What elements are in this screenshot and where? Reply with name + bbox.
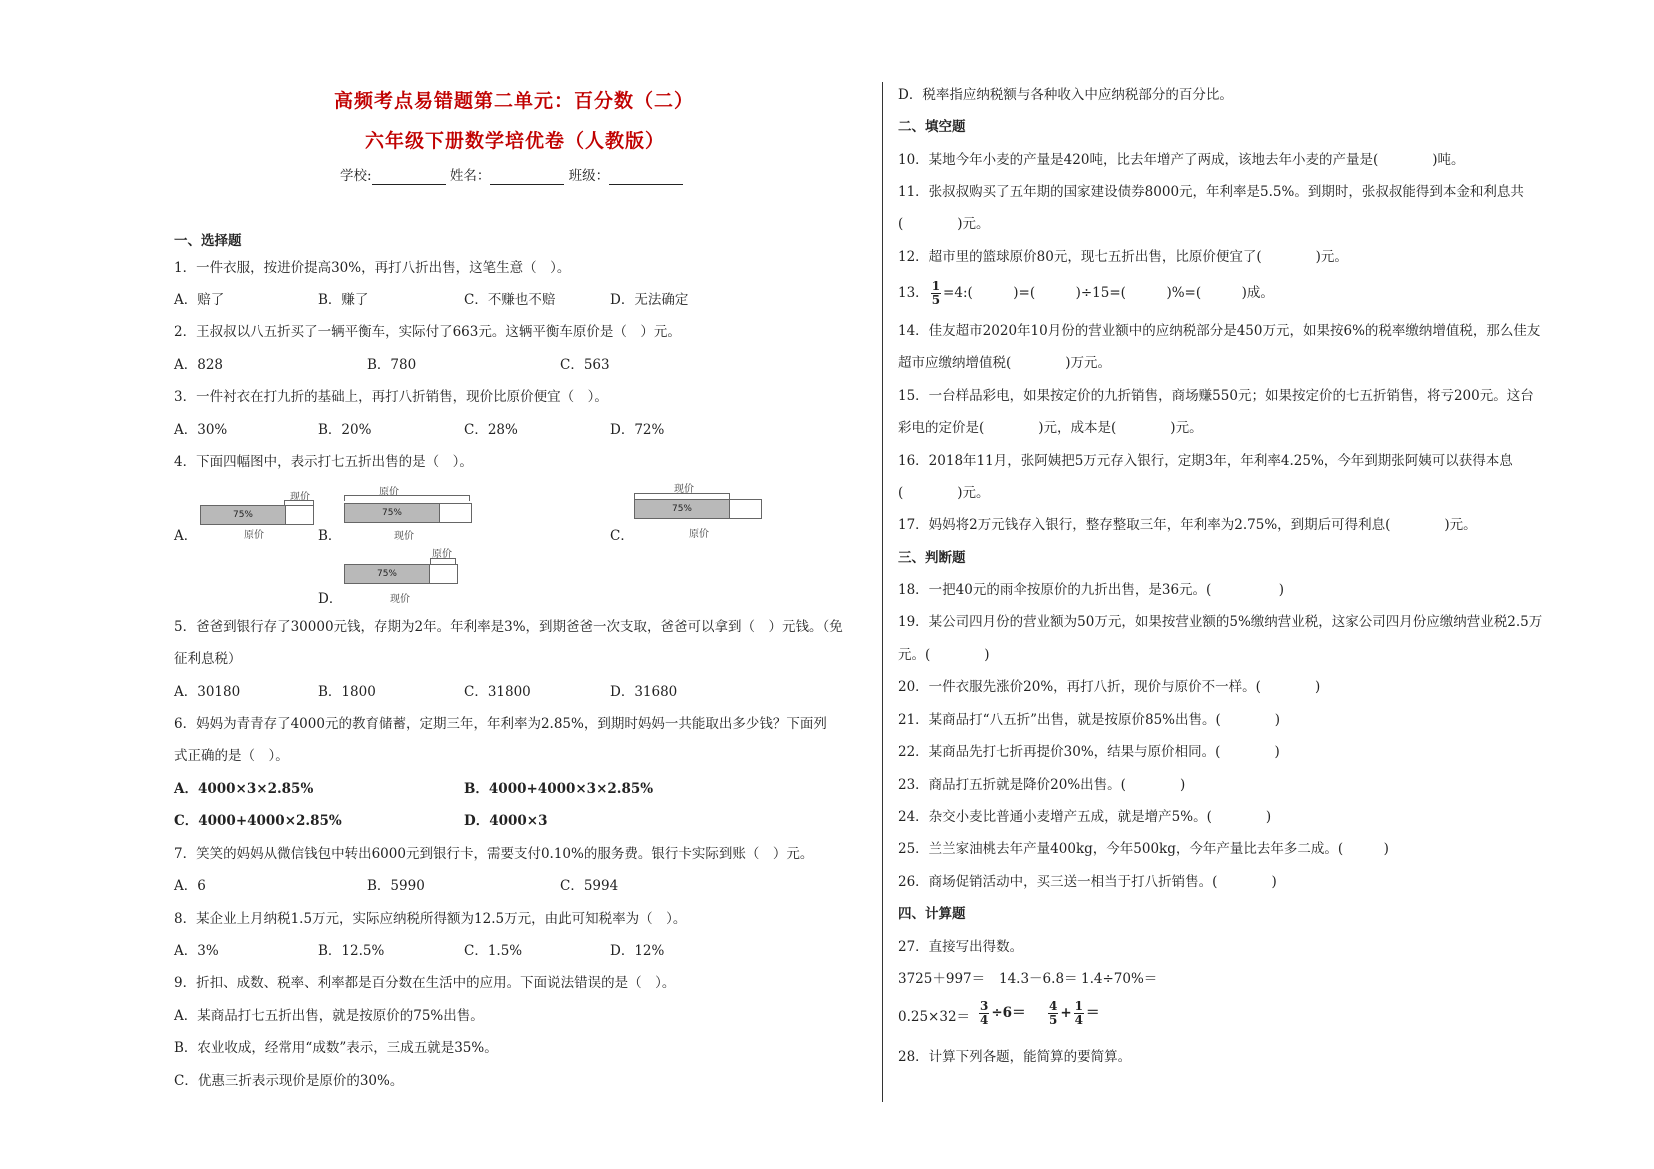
question-23: 23．商品打五折就是降价20%出售。( ) (898, 777, 1186, 793)
option-8b: B．12.5% (318, 943, 385, 959)
question-20: 20．一件衣服先涨价20%，再打八折，现价与原价不一样。( ) (898, 679, 1321, 695)
question-5-line-1: 5．爸爸到银行存了30000元钱，存期为2年。年利率是3%，到期爸爸一次支取，爸爸可以拿到（ ）元钱。（免 (174, 619, 843, 635)
option-8c: C．1.5% (464, 943, 523, 959)
section-heading-fill: 二、填空题 (898, 119, 966, 135)
option-1b: B．赚了 (318, 292, 369, 308)
bar-label-xianjia: 现价 (394, 531, 414, 542)
option-4c-label: C． (610, 528, 634, 544)
option-3d: D．72% (610, 422, 665, 438)
option-9c: C．优惠三折表示现价是原价的30%。 (174, 1073, 404, 1089)
question-9: 9．折扣、成数、税率、利率都是百分数在生活中的应用。下面说法错误的是（ ）。 (174, 975, 676, 991)
question-10: 10．某地今年小麦的产量是420吨，比去年增产了两成，该地去年小麦的产量是( )吨。 (898, 152, 1465, 168)
bar-label-xianjia: 现价 (674, 484, 694, 495)
bar-label-yuanjia: 原价 (689, 529, 709, 540)
option-4a-diagram (200, 488, 320, 540)
question-24: 24．杂交小麦比普通小麦增产五成，就是增产5%。( ) (898, 809, 1272, 825)
q13-fraction (931, 280, 941, 307)
option-1c: C．不赚也不赔 (464, 292, 556, 308)
calc-6-denominator-1: 5 (1049, 1013, 1058, 1027)
question-26: 26．商场促销活动中，买三送一相当于打八折销售。( ) (898, 874, 1277, 890)
option-4d-label: D． (318, 591, 343, 607)
question-25: 25．兰兰家油桃去年产量400kg，今年500kg，今年产量比去年多二成。( ) (898, 841, 1389, 857)
question-12: 12．超市里的篮球原价80元，现七五折出售，比原价便宜了( )元。 (898, 249, 1348, 265)
option-8a: A．3% (174, 943, 219, 959)
option-4c-diagram (634, 480, 774, 540)
section-heading-choice: 一、选择题 (174, 233, 242, 249)
calc-3: 1.4÷70%＝ (1081, 971, 1158, 987)
question-19-line-2: 元。( ) (898, 647, 990, 663)
option-6b: B．4000+4000×3×2.85% (464, 781, 654, 797)
bar-fill: 75% (201, 506, 286, 524)
option-1d: D．无法确定 (610, 292, 689, 308)
calc-5-numerator: 3 (980, 999, 989, 1013)
option-9a: A．某商品打七五折出售，就是按原价的75%出售。 (174, 1008, 484, 1024)
option-6a: A．4000×3×2.85% (174, 781, 314, 797)
calc-6-numerator-2: 1 (1074, 999, 1084, 1013)
calc-6 (1046, 1000, 1100, 1027)
section-heading-judge: 三、判断题 (898, 550, 966, 566)
calc-6-rest: ＝ (1086, 1005, 1100, 1021)
calc-6-plus: + (1060, 1005, 1072, 1021)
option-7c: C．5994 (560, 878, 619, 894)
calc-6-denominator-2: 4 (1074, 1013, 1084, 1027)
calc-5-rest: ÷6＝ (991, 1005, 1026, 1021)
question-6-line-2: 式正确的是（ ）。 (174, 748, 289, 764)
calc-5-fraction (979, 1000, 989, 1027)
option-3b: B．20% (318, 422, 372, 438)
title-line-1: 高频考点易错题第二单元：百分数（二） (334, 90, 695, 112)
question-11-line-2: ( )元。 (898, 216, 990, 232)
q13-prefix: 13． (898, 285, 929, 301)
bar-outer (344, 503, 472, 523)
question-14-line-2: 超市应缴纳增值税( )万元。 (898, 355, 1112, 371)
option-5d: D．31680 (610, 684, 678, 700)
bar-label-xianjia: 现价 (390, 594, 410, 605)
bar-outer (344, 564, 458, 584)
option-7b: B．5990 (367, 878, 425, 894)
calc-5-denominator: 4 (980, 1013, 989, 1027)
question-3: 3．一件衬衣在打九折的基础上，再打八折销售，现价比原价便宜（ ）。 (174, 389, 608, 405)
student-info (340, 167, 683, 185)
calc-2: 14.3－6.8＝ (999, 971, 1078, 987)
option-6d: D．4000×3 (464, 813, 548, 829)
calc-6-fraction-2 (1074, 1000, 1084, 1027)
question-27: 27．直接写出得数。 (898, 939, 1024, 955)
school-label: 学校: (340, 168, 372, 184)
bar-outer (634, 499, 762, 519)
name-label: 姓名： (449, 168, 491, 184)
option-2b: B．780 (367, 357, 417, 373)
option-3c: C．28% (464, 422, 518, 438)
q13-denominator: 5 (931, 293, 941, 307)
name-field[interactable] (490, 171, 564, 185)
question-11-line-1: 11．张叔叔购买了五年期的国家建设债券8000元，年利率是5.5%。到期时，张叔叔能得到本金和利息共 (898, 184, 1524, 200)
bar-label-yuanjia: 原价 (244, 530, 264, 541)
question-22: 22．某商品先打七折再提价30%，结果与原价相同。( ) (898, 744, 1280, 760)
bar-fill: 75% (345, 565, 430, 583)
question-13 (898, 280, 1274, 307)
school-field[interactable] (372, 171, 446, 185)
bar-outer (200, 505, 314, 525)
option-2c: C．563 (560, 357, 610, 373)
question-16-line-2: ( )元。 (898, 485, 990, 501)
bar-label-yuanjia: 原价 (379, 487, 399, 498)
bar-fill: 75% (635, 500, 730, 518)
question-14-line-1: 14．佳友超市2020年10月份的营业额中的应纳税部分是450万元，如果按6%的税率缴纳增值税，那么佳友 (898, 323, 1541, 339)
question-17: 17．妈妈将2万元钱存入银行，整存整取三年，年利率为2.75%，到期后可得利息( )元。 (898, 517, 1477, 533)
option-1a: A．赔了 (174, 292, 225, 308)
question-7: 7．笑笑的妈妈从微信钱包中转出6000元到银行卡，需要支付0.10%的服务费。银行卡实际到账（ ）元。 (174, 846, 814, 862)
option-5c: C．31800 (464, 684, 531, 700)
question-2: 2．王叔叔以八五折买了一辆平衡车，实际付了663元。这辆平衡车原价是（ ）元。 (174, 324, 681, 340)
option-4a-label: A． (174, 528, 198, 544)
question-5-line-2: 征利息税） (174, 651, 242, 667)
calc-6-numerator-1: 4 (1049, 999, 1058, 1013)
calc-6-fraction-1 (1048, 1000, 1058, 1027)
question-19-line-1: 19．某公司四月份的营业额为50万元，如果按营业额的5%缴纳营业税，这家公司四月份应缴纳营业税2.5万 (898, 614, 1543, 630)
bar-bracket (344, 495, 470, 501)
class-field[interactable] (609, 171, 683, 185)
question-6-line-1: 6．妈妈为青青存了4000元的教育储蓄，定期三年，年利率为2.85%，到期时妈妈一共能取出多少钱？下面列 (174, 716, 827, 732)
question-16-line-1: 16．2018年11月，张阿姨把5万元存入银行，定期3年，年利率4.25%，今年到期张阿姨可以获得本息 (898, 453, 1513, 469)
bar-label-xianjia: 现价 (290, 492, 310, 503)
bar-label-yuanjia: 原价 (432, 549, 452, 560)
option-8d: D．12% (610, 943, 665, 959)
q13-rest: =4:( )=( )÷15=( )%=( )成。 (943, 285, 1274, 301)
option-5a: A．30180 (174, 684, 241, 700)
section-heading-calc: 四、计算题 (898, 906, 966, 922)
option-4d-diagram (344, 545, 464, 605)
class-label: 班级： (568, 168, 610, 184)
question-15-line-2: 彩电的定价是( )元，成本是( )元。 (898, 420, 1203, 436)
calc-4: 0.25×32＝ (898, 1009, 971, 1025)
question-4: 4．下面四幅图中，表示打七五折出售的是（ ）。 (174, 454, 473, 470)
calc-5 (977, 1000, 1026, 1027)
question-18: 18．一把40元的雨伞按原价的九折出售，是36元。( ) (898, 582, 1285, 598)
question-15-line-1: 15．一台样品彩电，如果按定价的九折销售，商场赚550元；如果按定价的七五折销售，将亏200元。这台 (898, 388, 1534, 404)
calc-1: 3725＋997＝ (898, 971, 986, 987)
bar-fill: 75% (345, 504, 440, 522)
option-7a: A．6 (174, 878, 206, 894)
option-4b-label: B． (318, 528, 342, 544)
q13-numerator: 1 (931, 279, 941, 293)
column-divider (882, 82, 883, 1102)
question-1: 1．一件衣服，按进价提高30%，再打八折出售，这笔生意（ ）。 (174, 260, 571, 276)
option-3a: A．30% (174, 422, 228, 438)
option-6c: C．4000+4000×2.85% (174, 813, 342, 829)
question-8: 8．某企业上月纳税1.5万元，实际应纳税所得额为12.5万元，由此可知税率为（ ）。 (174, 911, 687, 927)
option-9d: D．税率指应纳税额与各种收入中应纳税部分的百分比。 (898, 87, 1233, 103)
option-2a: A．828 (174, 357, 224, 373)
title-line-2: 六年级下册数学培优卷（人教版） (365, 130, 666, 152)
option-9b: B．农业收成，经常用“成数”表示，三成五就是35%。 (174, 1040, 498, 1056)
question-28: 28．计算下列各题，能简算的要简算。 (898, 1049, 1132, 1065)
option-5b: B．1800 (318, 684, 376, 700)
question-21: 21．某商品打“八五折”出售，就是按原价85%出售。( ) (898, 712, 1281, 728)
option-4b-diagram (344, 483, 484, 542)
